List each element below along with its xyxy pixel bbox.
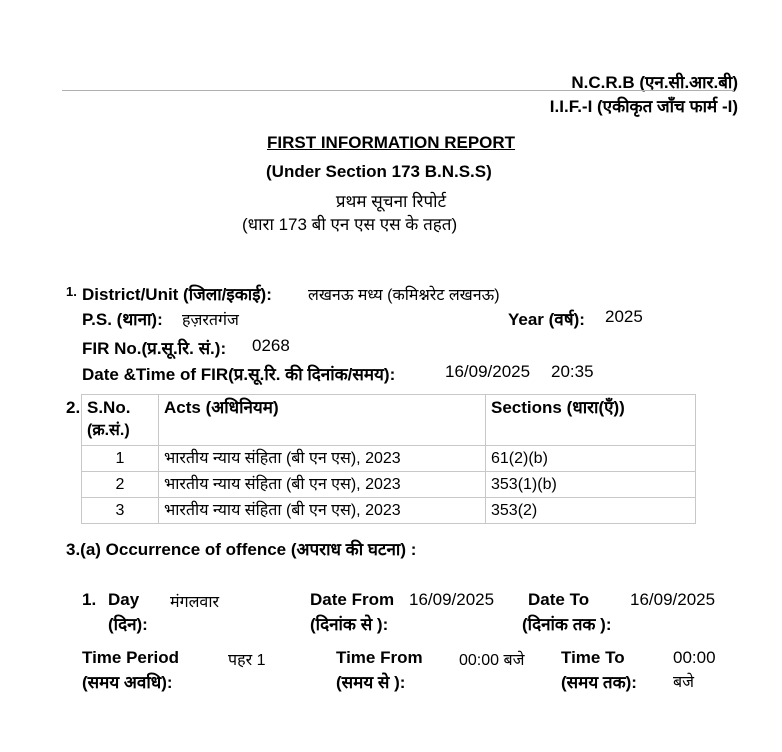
day-value: मंगलवार xyxy=(170,594,220,611)
item1-number: 1. xyxy=(66,284,77,299)
report-section: (Under Section 173 B.N.S.S) xyxy=(266,162,492,181)
acts-table-header xyxy=(82,395,696,446)
time-period-label-hi: (समय अवधि): xyxy=(82,673,173,692)
header-divider xyxy=(62,90,734,91)
row-section: 353(1)(b) xyxy=(486,472,696,498)
ncrb-label: N.C.R.B (एन.सी.आर.बी) xyxy=(571,73,738,92)
header-acts: Acts (अधिनियम) xyxy=(159,395,486,446)
header-sections: Sections (धारा(एँ)) xyxy=(486,395,696,446)
report-section-hindi: (धारा 173 बी एन एस एस के तहत) xyxy=(242,215,458,234)
time-to-value: 00:00 xyxy=(673,648,716,667)
date-from-label: Date From xyxy=(310,590,395,609)
occurrence-sub-number: 1. xyxy=(82,590,97,609)
occurrence-heading: 3.(a) Occurrence of offence (अपराध की घटना) : xyxy=(66,540,417,559)
report-title: FIRST INFORMATION REPORT xyxy=(267,133,516,152)
item2-number: 2. xyxy=(66,398,81,417)
row-sno: 1 xyxy=(82,446,159,472)
time-to-suffix: बजे xyxy=(673,674,695,691)
ps-value: हज़रतगंज xyxy=(182,312,239,329)
fir-time-value: 20:35 xyxy=(551,362,594,381)
header-sno-en: S.No. xyxy=(87,398,131,417)
day-label-hi: (दिन): xyxy=(108,615,148,634)
time-period-label: Time Period xyxy=(82,648,179,667)
row-act: भारतीय न्याय संहिता (बी एन एस), 2023 xyxy=(159,498,486,524)
row-section: 353(2) xyxy=(486,498,696,524)
day-label: Day xyxy=(108,590,140,609)
datetime-label: Date &Time of FIR(प्र.सू.रि. की दिनांक/समय): xyxy=(82,365,396,384)
row-act: भारतीय न्याय संहिता (बी एन एस), 2023 xyxy=(159,472,486,498)
time-from-value: 00:00 बजे xyxy=(459,652,525,669)
district-value: लखनऊ मध्य (कमिश्नरेट लखनऊ) xyxy=(308,287,500,304)
time-from-label: Time From xyxy=(336,648,423,667)
row-act: भारतीय न्याय संहिता (बी एन एस), 2023 xyxy=(159,446,486,472)
year-value: 2025 xyxy=(605,307,643,326)
date-to-label-hi: (दिनांक तक ): xyxy=(522,615,612,634)
date-from-value: 16/09/2025 xyxy=(409,590,495,609)
year-label: Year (वर्ष): xyxy=(508,310,585,329)
time-from-label-hi: (समय से ): xyxy=(336,673,406,692)
time-to-label: Time To xyxy=(561,648,625,667)
fir-date-value: 16/09/2025 xyxy=(445,362,531,381)
row-sno: 3 xyxy=(82,498,159,524)
header-sno-hi: (क्र.सं.) xyxy=(87,422,130,439)
date-to-value: 16/09/2025 xyxy=(630,590,716,609)
time-to-label-hi: (समय तक): xyxy=(561,673,637,692)
ps-label: P.S. (थाना): xyxy=(82,310,163,329)
row-section: 61(2)(b) xyxy=(486,446,696,472)
fir-label: FIR No.(प्र.सू.रि. सं.): xyxy=(82,339,227,358)
date-from-label-hi: (दिनांक से ): xyxy=(310,615,389,634)
date-to-label: Date To xyxy=(528,590,590,609)
acts-table xyxy=(81,394,696,524)
table-row xyxy=(82,498,696,524)
report-title-hindi: प्रथम सूचना रिपोर्ट xyxy=(335,192,447,211)
iif-label: I.I.F.-I (एकीकृत जाँच फार्म -I) xyxy=(549,97,738,116)
table-row xyxy=(82,472,696,498)
row-sno: 2 xyxy=(82,472,159,498)
district-label: District/Unit (जिला/इकाई): xyxy=(82,285,272,304)
header-sno xyxy=(82,395,159,446)
time-period-value: पहर 1 xyxy=(228,652,266,669)
fir-value: 0268 xyxy=(252,336,290,355)
table-row xyxy=(82,446,696,472)
